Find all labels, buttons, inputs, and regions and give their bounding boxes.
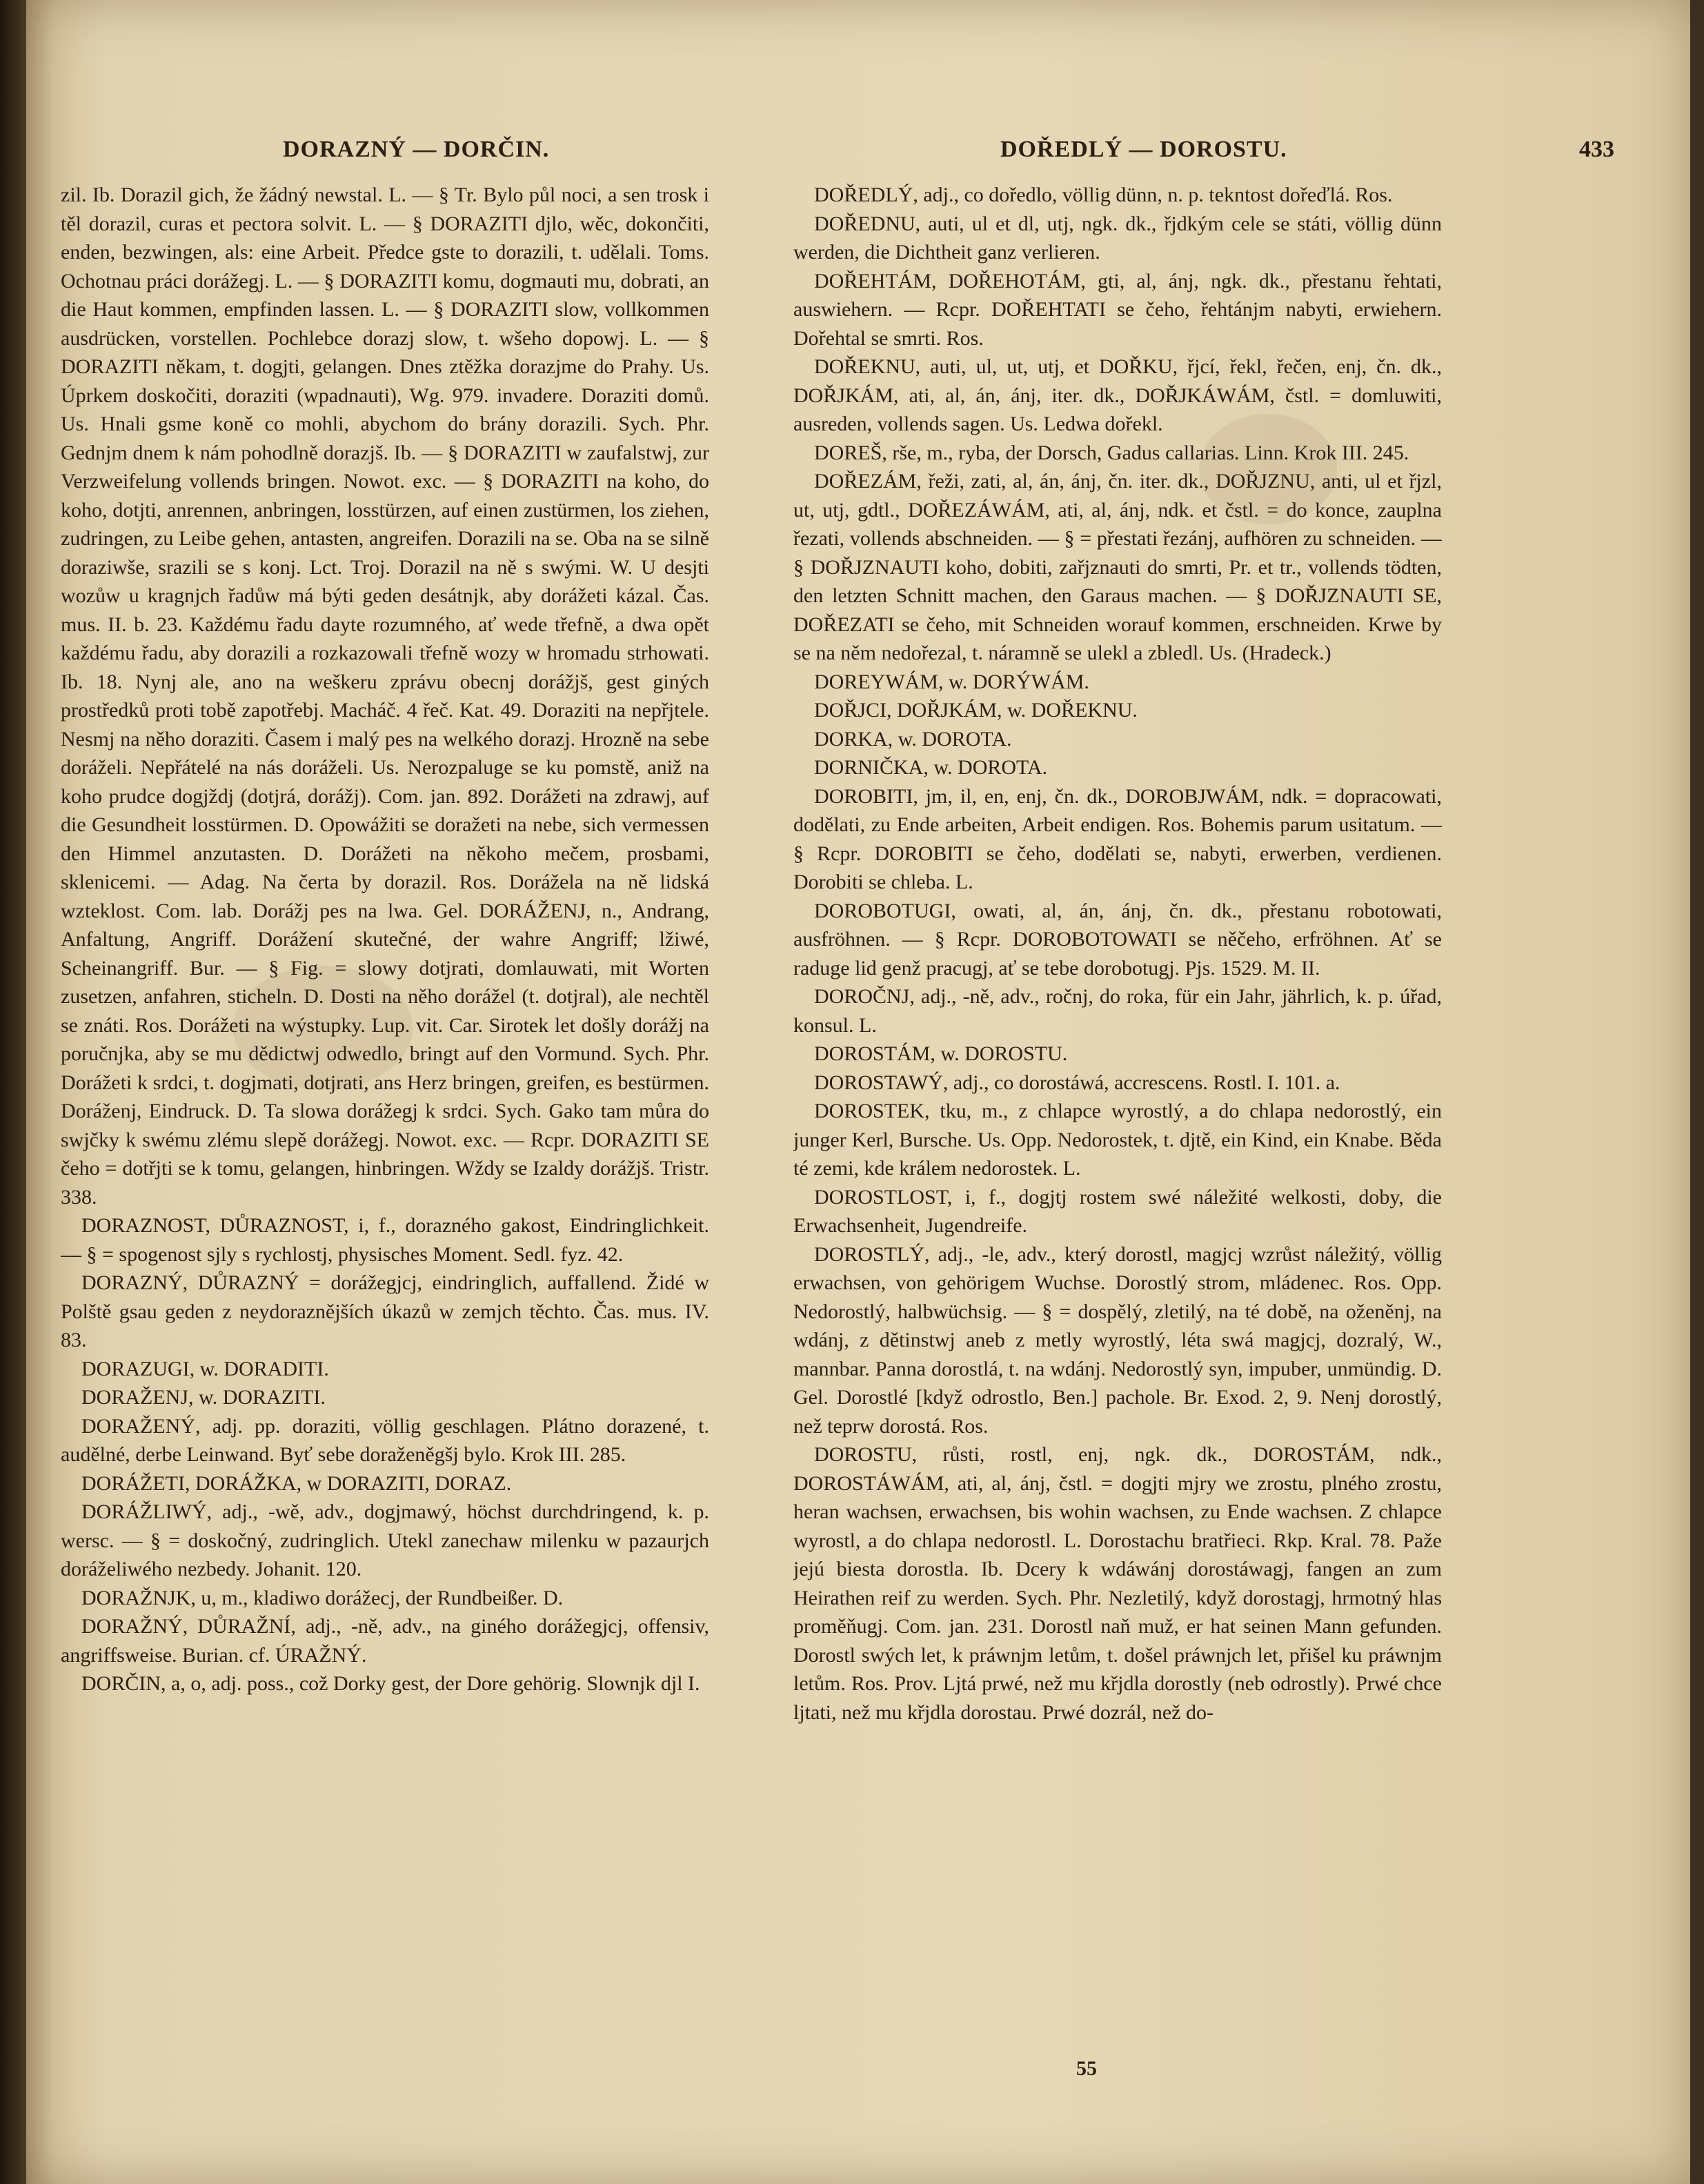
entry-paragraph: DOROBOTUGI, owati, al, án, ánj, čn. dk., přestanu robotowati, ausfröhnen. — § Rcpr. DOROBOTOWATI se něčeho, erfröhnen. Ať se raduge lid genž pracugj, ať se tebe dorobotugj. Pjs. 1529. M. II. [793,899,1442,980]
entry-paragraph: DOROSTAWÝ, adj., co dorostáwá, accrescens. Rostl. I. 101. a. [814,1071,1340,1094]
left-running-head: DORAZNÝ — DORČIN. [283,137,550,162]
entry-paragraph: DOROSTLÝ, adj., -le, adv., který dorostl, magjcj wzrůst náležitý, völlig erwachsen, von gehörigem Wuchse. Dorostlý strom, mládenec. Ros. Opp. Nedorostlý, halbwüchsig. — § = dospělý, zletilý, na té době, na oženěnj, na wdánj, z dětinstwj aneb z metly wyrostlý, léta swá magjcj, dozralý, W., mannbar. Panna dorostlá, t. na wdánj. Nedorostlý syn, impuber, unmündig. D. Gel. Dorostlé [když odrostlo, Ben.] pachole. Br. Exod. 2, 9. Nenj dorostlý, než teprw dorostá. Ros. [793,1242,1442,1438]
entry-paragraph: DOŘEKNU, auti, ul, ut, utj, et DOŘKU, řjcí, řekl, řečen, enj, čn. dk., DOŘJKÁM, ati, al, án, ánj, iter. dk., DOŘJKÁWÁM, čstl. = domluwiti, ausreden, vollends sagen. Us. Ledwa dořekl. [793,355,1442,435]
entry-paragraph: DORČIN, a, o, adj. poss., což Dorky gest, der Dore gehörig. Slownjk djl I. [81,1672,700,1695]
entry-paragraph: DOŘEDNU, auti, ul et dl, utj, ngk. dk., řjdkým cele se státi, völlig dünn werden, die Dichtheit ganz verlieren. [793,212,1442,264]
entry-paragraph: DOROČNJ, adj., -ně, adv., ročnj, do roka, für ein Jahr, jährlich, k. p. úřad, konsul. L. [793,985,1442,1037]
entry-paragraph: DORAZUGI, w. DORADITI. [81,1357,329,1380]
entry-paragraph: DORKA, w. DOROTA. [814,727,1012,751]
page-number: 433 [1579,137,1614,162]
book-spine [0,0,26,2184]
entry-paragraph: zil. Ib. Dorazil gich, že žádný newstal. L. — § Tr. Bylo půl noci, a sen trosk i těl dorazil, curas et pectora solvit. L. — § DORAZITI djlo, wěc, dokončiti, enden, bezwingen, als: eine Arbeit. Předce gste to dorazili, t. udělali. Toms. Ochotnau práci dorážegj. L. — § DORAZITI komu, dogmauti mu, dobrati, an die Haut kommen, empfinden lassen. L. — § DORAZITI slow, vollkommen ausdrücken, vorstellen. Pochlebce dorazj slow, t. wšeho dopowj. L. — § DORAZITI někam, t. dogjti, gelangen. Dnes ztěžka dorazjme do Prahy. Us. Úprkem doskočiti, doraziti (wpadnauti), Wg. 979. invadere. Doraziti domů. Us. Hnali gsme koně co mohli, abychom do brány dorazili. Sych. Phr. Gednjm dnem k nám pohodlně dorazjš. Ib. — § DORAZITI w zaufalstwj, zur Verzweifelung vollends bringen. Nowot. exc. — § DORAZITI na koho, do koho, dotjti, anrennen, anbringen, losstürzen, auf einen zustürmen, los ziehen, zudringen, zu Leibe gehen, antasten, angreifen. Dorazili na se. Oba na se silně doraziwše, srazili se s konj. Lct. Troj. Dorazil na ně s swými. W. U desjti wozůw u kragnjch řadůw má býti geden desátnjk, aby dorážeti kázal. Čas. mus. II. b. 23. Každému řadu dayte rozumného, ať wede třefně, a dwa opět každému řadu, aby dorazili a rozkazowali třefně wozy w hromadu strhowati. Ib. 18. Nynj ale, ano na weškeru zprávu obecnj dorážjš, gest giných prostředků proti tobě zapotřebj. Macháč. 4 řeč. Kat. 49. Doraziti na nepřjtele. Nesmj na něho doraziti. Časem i malý pes na welkého dorazj. Hrozně na sebe doráželi. Nepřátelé na nás doráželi. Us. Nerozpaluge se ku pomstě, aniž na koho prudce dogjždj (dotjrá, dorážj). Com. jan. 892. Dorážeti na zdrawj, auf die Gesundheit losstürmen. D. Opowážiti se doražeti na nebe, sich vermessen den Himmel anzutasten. D. Dorážeti na někoho mečem, prosbami, sklenicemi. — Adag. Na čerta by dorazil. Ros. Dorážela na ně lidská wzteklost. Com. lab. Dorážj pes na lwa. Gel. DORÁŽENJ, n., Andrang, Anfaltung, Angriff. Dorážení skutečné, der wahre Angriff; lžiwé, Scheinangriff. Bur. — § Fig. = slowy dotjrati, domlauwati, mit Worten zusetzen, anfahren, sticheln. D. Dosti na něho dorážel (t. dotjral), ale nechtěl se znáti. Ros. Dorážeti na wýstupky. Lup. vit. Car. Sirotek let došly dorážj na poručnjka, aby se mu dědictwj odwedlo, bringt auf den Vormund. Sych. Phr. Dorážeti k srdci, t. dogjmati, dotjrati, ans Herz bringen, greifen, es bestürmen. Doráženj, Eindruck. D. Ta slowa dorážegj k srdci. Sych. Gako tam můra do swjčky k swému zlému slepě dorážegj. Nowot. exc. — Rcpr. DORAZITI SE čeho = dotřjti se k tomu, gelangen, hinbringen. Wždy se Izaldy dorážjš. Tristr. 338. [61,183,709,1209]
entry-paragraph: DOREŠ, rše, m., ryba, der Dorsch, Gadus callarias. Linn. Krok III. 245. [814,441,1409,464]
entry-paragraph: DOREYWÁM, w. DORÝWÁM. [814,670,1089,693]
entry-paragraph: DOŘEZÁM, řeži, zati, al, án, ánj, čn. iter. dk., DOŘJZNU, anti, ul et řjzl, ut, utj, gdtl., DOŘEZÁWÁM, ati, al, ánj, ndk. et čstl. = do konce, zauplna řezati, vollends abschneiden. — § = přestati řezánj, aufhören zu schneiden. — § DOŘJZNAUTI koho, dobiti, zařjznauti do smrti, Pr. et tr., vollends tödten, den letzten Schnitt machen, den Garaus machen. — § DOŘJZNAUTI SE, DOŘEZATI se čeho, mit Schneiden worauf kommen, erschneiden. Krwe by se na něm nedořezal, t. náramně se ulekl a zbledl. Us. (Hradeck.) [793,470,1442,664]
entry-paragraph: DORAŽNJK, u, m., kladiwo dorážecj, der Rundbeißer. D. [81,1586,564,1609]
entry-paragraph: DOROSTEK, tku, m., z chlapce wyrostlý, a do chlapa nedorostlý, ein junger Kerl, Bursche. Us. Opp. Nedorostek, t. djtě, ein Kind, ein Knabe. Běda té zemi, kde králem nedorostek. L. [793,1100,1442,1180]
signature-mark: 55 [1076,2057,1097,2080]
entry-paragraph: DORAŽENJ, w. DORAZITI. [81,1386,326,1409]
entry-paragraph: DOŘEDLÝ, adj., co doředlo, völlig dünn, n. p. tekntost dořeďlá. Ros. [814,183,1393,206]
entry-paragraph: DOROSTLOST, i, f., dogjtj rostem swé náležité welkosti, doby, die Erwachsenheit, Jugendreife. [793,1185,1442,1237]
entry-paragraph: DORAŽENÝ, adj. pp. doraziti, völlig geschlagen. Plátno dorazené, t. audělné, derbe Leinwand. Byť sebe doraženěgšj bylo. Krok III. 285. [61,1414,709,1466]
right-running-head: DOŘEDLÝ — DOROSTU. [1000,137,1287,162]
left-column [61,181,709,2112]
right-column [793,181,1442,2112]
entry-paragraph: DORNIČKA, w. DOROTA. [814,756,1048,779]
page-header [138,131,1621,172]
entry-paragraph: DORÁŽETI, DORÁŽKA, w DORAZITI, DORAZ. [81,1471,512,1495]
entry-paragraph: DOŘJCI, DOŘJKÁM, w. DOŘEKNU. [814,699,1138,722]
entry-paragraph: DORAŽNÝ, DŮRAŽNÍ, adj., -ně, adv., na giného dorážegjcj, offensiv, angriffsweise. Burian. cf. ÚRAŽNÝ. [61,1615,709,1667]
entry-paragraph: DOROBITI, jm, il, en, enj, čn. dk., DOROBJWÁM, ndk. = dopracowati, dodělati, zu Ende arbeiten, Arbeit endigen. Ros. Bohemis parum usitatum. — § Rcpr. DOROBITI se čeho, dodělati se, nabyti, erwerben, verdienen. Dorobiti se chleba. L. [793,784,1442,893]
entry-paragraph: DOŘEHTÁM, DOŘEHOTÁM, gti, al, ánj, ngk. dk., přestanu řehtati, auswiehern. — Rcpr. DOŘEHTATI se čeho, řehtánjm nabyti, erwiehern. Dořehtal se smrti. Ros. [793,269,1442,350]
entry-paragraph: DOROSTÁM, w. DOROSTU. [814,1042,1068,1065]
entry-paragraph: DORAZNÝ, DŮRAZNÝ = dorážegjcj, eindringlich, auffallend. Židé w Polště gsau geden z neydoraznějších úkazů w zemjch těchto. Čas. mus. IV. 83. [61,1271,709,1351]
entry-paragraph: DOROSTU, růsti, rostl, enj, ngk. dk., DOROSTÁM, ndk., DOROSTÁWÁM, ati, al, ánj, čstl. = dogjti mjry we zrostu, plného zrostu, heran wachsen, erwachsen, bis wohin wachsen, zu Ende wachsen. Z chlapce wyrostl, a do chlapa nedorostl. L. Dorostachu bratřieci. Rkp. Kral. 78. Paže jejú biesta dorostla. Ib. Dcery k wdáwánj dorostáwagj, fangen an zum Heirathen reif zu werden. Sych. Phr. Nezletilý, když dorostagj, hrmotný hlas proměňugj. Com. jan. 231. Dorostl naň muž, er hat seinen Mann gefunden. Dorostl swých let, k práwnjm letům, t. došel práwnjch let, přišel ku práwnjm letům. Ros. Prov. Ljtá prwé, než mu křjdla dorostly (neb odrostly). Prwé chce ljtati, než mu křjdla dorostau. Prwé dozrál, než do- [793,1443,1442,1724]
entry-paragraph: DORAZNOST, DŮRAZNOST, i, f., dorazného gakost, Eindringlichkeit. — § = spogenost sjly s rychlostj, physisches Moment. Sedl. fyz. 42. [61,1214,709,1266]
entry-paragraph: DORÁŽLIWÝ, adj., -wě, adv., dogjmawý, höchst durchdringend, k. p. wersc. — § = doskočný, zudringlich. Utekl zanechaw milenku w pazaurjch doráželiwého nezbedy. Johanit. 120. [61,1500,709,1580]
